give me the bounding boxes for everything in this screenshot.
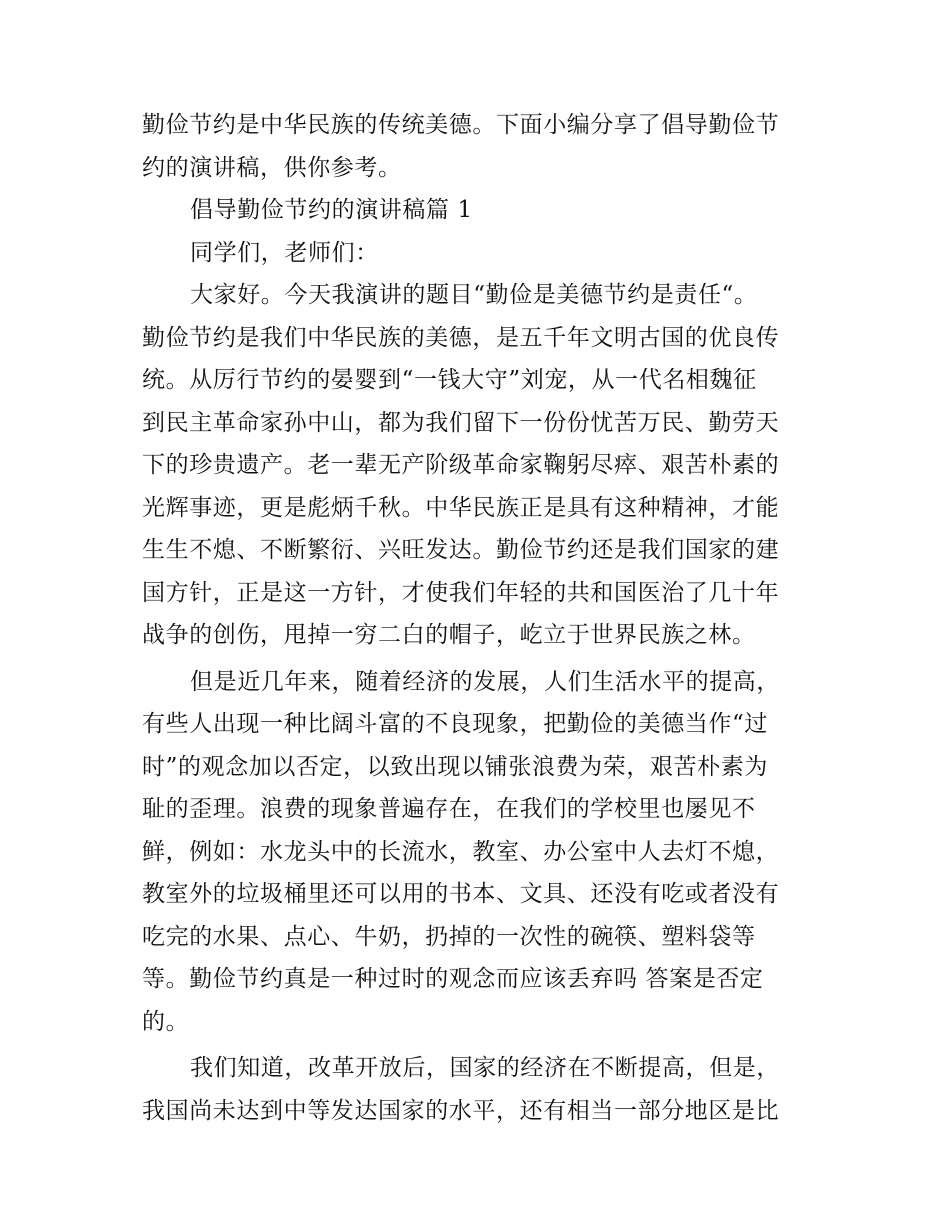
paragraph-line: 光辉事迹，更是彪炳千秋。中华民族正是具有这种精神，才能 [142, 494, 780, 521]
paragraph-line: 耻的歪理。浪费的现象普遍存在，在我们的学校里也屡见不 [142, 796, 756, 822]
paragraph-line: 但是近几年来，随着经济的发展，人们生活水平的提高， [190, 668, 780, 695]
paragraph-line: 等。勤俭节约真是一种过时的观念而应该丢弃吗 答案是否定 [142, 966, 764, 992]
paragraph-line: 我国尚未达到中等发达国家的水平，还有相当一部分地区是比 [142, 1097, 780, 1124]
paragraph-line: 鲜，例如：水龙头中的长流水，教室、办公室中人去灯不熄， [142, 838, 780, 865]
paragraph-line: 生生不熄、不断繁衍、兴旺发达。勤俭节约还是我们国家的建 [142, 537, 780, 563]
speech-heading [142, 189, 814, 232]
heading-text: 倡导勤俭节约的演讲稿篇 1 [190, 197, 473, 223]
paragraph-line: 下的珍贵遗产。老一辈无产阶级革命家鞠躬尽瘁、艰苦朴素的 [142, 452, 780, 478]
body-paragraph-1 [142, 274, 814, 657]
intro-paragraph [142, 104, 814, 189]
body-paragraph-3 [142, 1047, 814, 1132]
salutation [142, 232, 814, 275]
paragraph-line: 时”的观念加以否定，以致出现以铺张浪费为荣，艰苦朴素为 [142, 753, 768, 780]
paragraph-line: 有些人出现一种比阔斗富的不良现象，把勤俭的美德当作“过 [142, 711, 768, 737]
paragraph-line: 大家好。今天我演讲的题目“勤俭是美德节约是责任“。 [190, 282, 758, 308]
paragraph-line: 我们知道，改革开放后，国家的经济在不断提高，但是， [190, 1055, 780, 1081]
paragraph-line: 到民主革命家孙中山，都为我们留下一份份忧苦万民、勤劳天 [142, 409, 780, 436]
intro-line: 约的演讲稿，供你参考。 [142, 154, 402, 181]
salutation-text: 同学们，老师们： [190, 239, 379, 266]
body-paragraph-2 [142, 661, 814, 1044]
paragraph-line: 战争的创伤，甩掉一穷二白的帽子，屹立于世界民族之林。 [142, 622, 756, 648]
paragraph-line: 吃完的水果、点心、牛奶，扔掉的一次性的碗筷、塑料袋等 [142, 923, 756, 950]
document-page [142, 104, 814, 1132]
paragraph-line: 教室外的垃圾桶里还可以用的书本、文具、还没有吃或者没有 [142, 881, 780, 907]
paragraph-line: 统。从厉行节约的晏婴到“一钱大守”刘宠，从一代名相魏征 [142, 367, 757, 393]
paragraph-line: 的。 [142, 1008, 190, 1035]
intro-line: 勤俭节约是中华民族的传统美德。下面小编分享了倡导勤俭节 [142, 112, 780, 138]
paragraph-line: 国方针，正是这一方针，才使我们年轻的共和国医治了几十年 [142, 579, 780, 606]
paragraph-line: 勤俭节约是我们中华民族的美德，是五千年文明古国的优良传 [142, 324, 780, 351]
